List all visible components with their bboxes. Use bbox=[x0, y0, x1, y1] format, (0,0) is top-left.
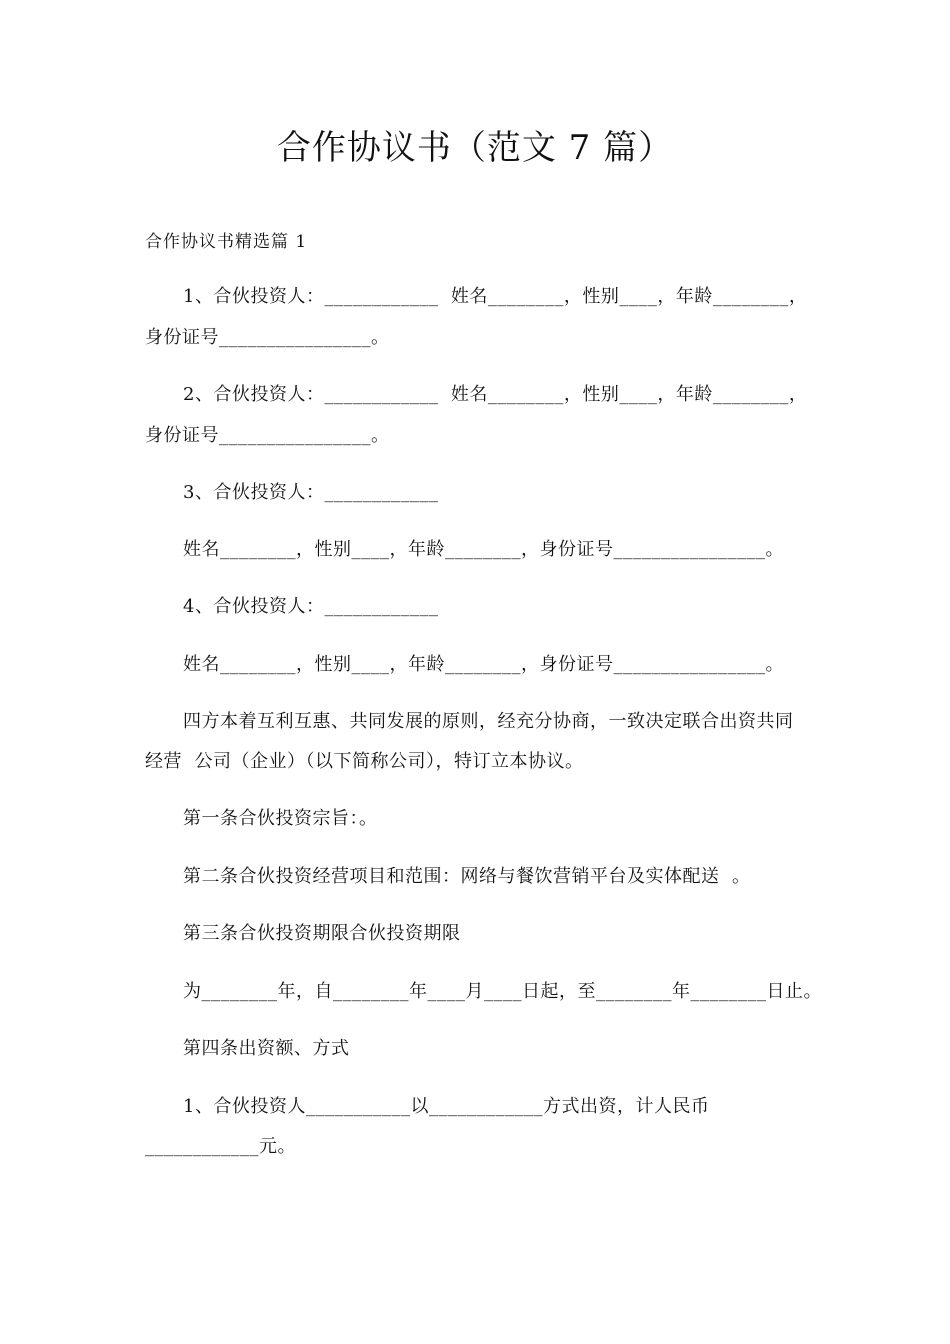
investor-2-id-line: 身份证号________________。 bbox=[145, 425, 390, 446]
investor-4-line: 4、合伙投资人：____________ bbox=[183, 596, 439, 617]
investor-3-details-line: 姓名________，性别____，年龄________，身份证号________________。 bbox=[183, 539, 784, 560]
contribution-line-1: 1、合伙投资人___________以____________方式出资，计人民币 bbox=[183, 1096, 710, 1117]
article-1: 第一条合伙投资宗旨：。 bbox=[183, 808, 378, 829]
investor-3-line: 3、合伙投资人：____________ bbox=[183, 482, 439, 503]
investor-1-line: 1、合伙投资人：____________ 姓名________，性别____，年龄________， bbox=[183, 286, 808, 307]
page-title: 合作协议书（范文 7 篇） bbox=[276, 128, 674, 168]
article-4: 第四条出资额、方式 bbox=[183, 1038, 350, 1059]
article-2: 第二条合伙投资经营项目和范围：网络与餐饮营销平台及实体配送 。 bbox=[183, 866, 751, 887]
contribution-line-2: ____________元。 bbox=[145, 1136, 296, 1157]
preamble-line-1: 四方本着互利互惠、共同发展的原则，经充分协商，一致决定联合出资共同 bbox=[183, 711, 794, 732]
preamble-line-2: 经营 公司（企业）（以下简称公司），特订立本协议。 bbox=[145, 751, 584, 772]
investor-4-details-line: 姓名________，性别____，年龄________，身份证号________________。 bbox=[183, 654, 784, 675]
investor-1-id-line: 身份证号________________。 bbox=[145, 327, 390, 348]
article-3: 第三条合伙投资期限合伙投资期限 bbox=[183, 923, 461, 944]
investor-2-line: 2、合伙投资人：____________ 姓名________，性别____，年龄________， bbox=[183, 384, 808, 405]
term-line: 为________年，自________年____月____日起，至________年________日止。 bbox=[183, 981, 822, 1002]
section-title: 合作协议书精选篇 1 bbox=[145, 232, 308, 252]
